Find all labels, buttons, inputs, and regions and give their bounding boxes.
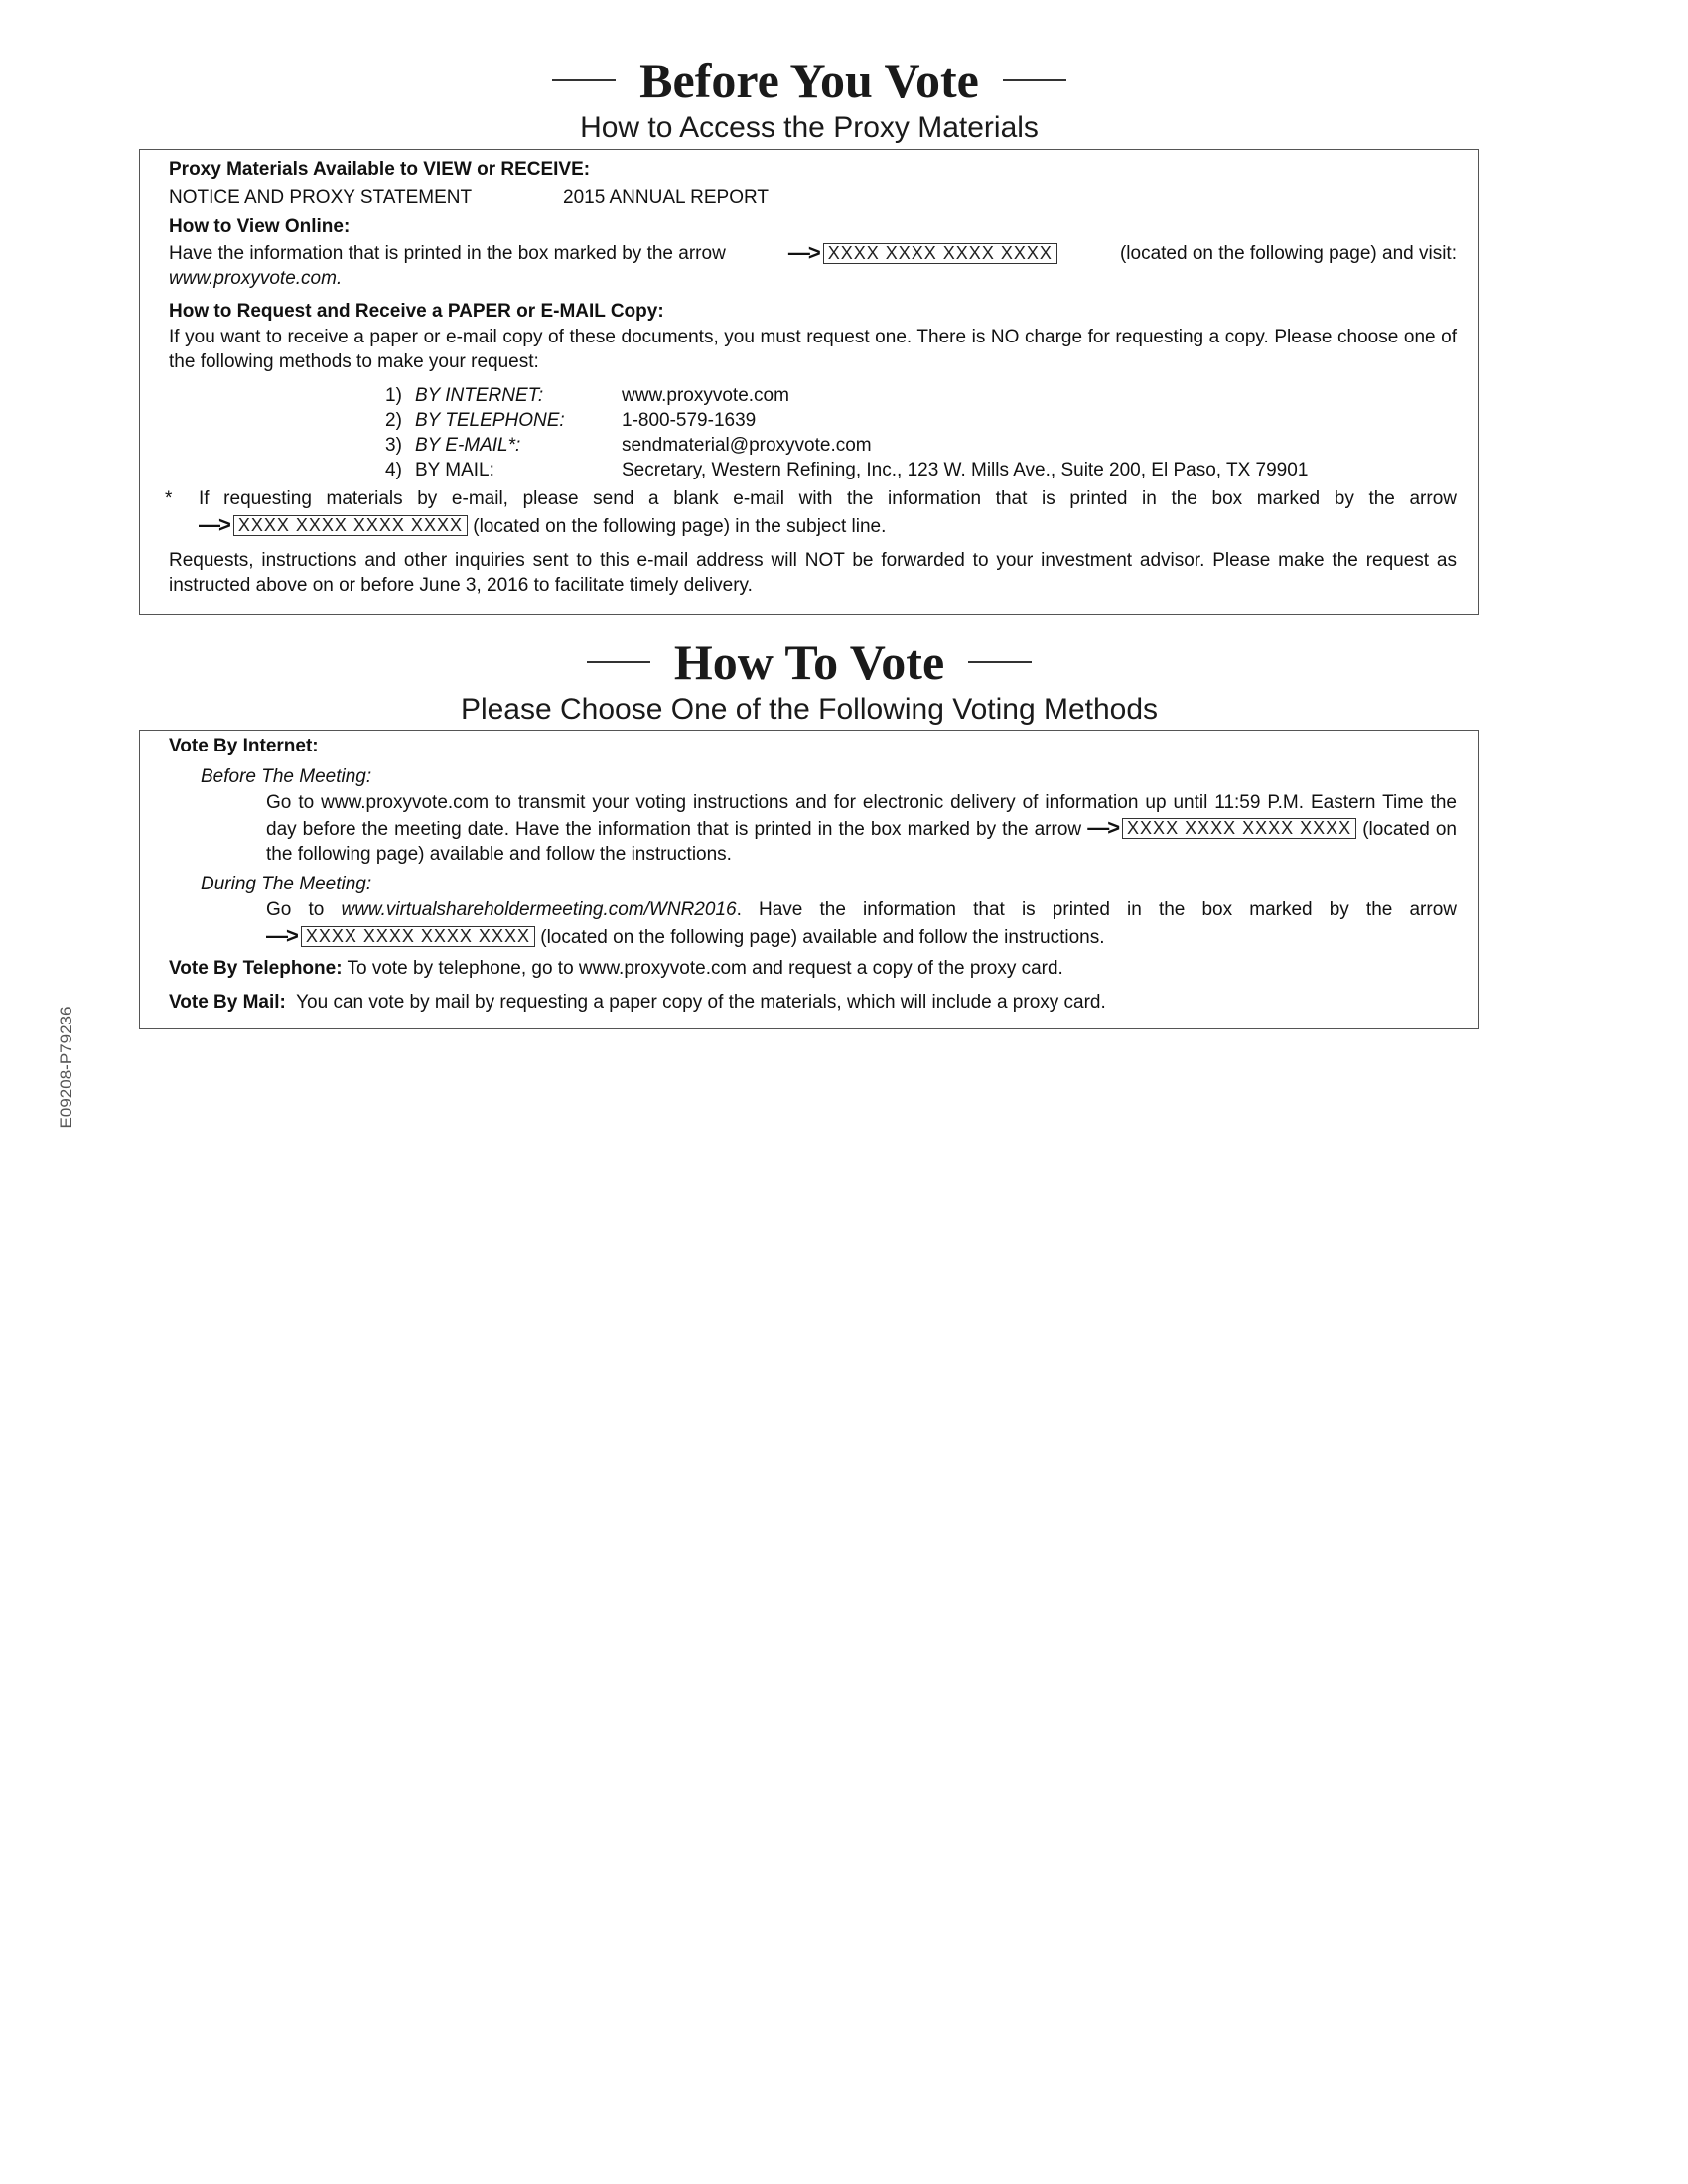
method-label-mail: BY MAIL: [415, 460, 494, 480]
arrow-icon: —> [199, 512, 229, 537]
control-number-box: XXXX XXXX XXXX XXXX [823, 243, 1057, 264]
arrow-icon: —> [787, 240, 819, 265]
available-heading: Proxy Materials Available to VIEW or RECEIVE: [169, 159, 591, 180]
heading-rule-right [968, 661, 1032, 663]
method-num-1: 1) [385, 385, 402, 406]
before-meeting-text-b: (located on the following page) available and follow the instructions. [266, 819, 1458, 865]
before-meeting-text [266, 790, 1457, 867]
how-to-vote-subtitle: Please Choose One of the Following Voting Methods [460, 693, 1159, 726]
vote-internet-heading: Vote By Internet: [169, 736, 319, 756]
control-number-box: XXXX XXXX XXXX XXXX [1122, 818, 1356, 839]
heading-rule-left [552, 79, 616, 81]
view-online-text: Have the information that is printed in the box marked by the arrow [169, 243, 726, 264]
document-annual-report: 2015 ANNUAL REPORT [563, 187, 769, 207]
footnote-text-b: (located on the following page) in the subject line. [473, 516, 887, 537]
method-num-4: 4) [385, 460, 402, 480]
method-value-mail: Secretary, Western Refining, Inc., 123 W. Mills Ave., Suite 200, El Paso, TX 79901 [622, 460, 1309, 480]
arrow-icon: —> [266, 923, 297, 948]
method-label-telephone: BY TELEPHONE: [415, 410, 565, 431]
virtual-meeting-link[interactable]: www.virtualshareholdermeeting.com/WNR2016 [341, 899, 737, 920]
document-notice: NOTICE AND PROXY STATEMENT [169, 187, 473, 207]
method-label-email: BY E-MAIL*: [415, 435, 521, 456]
view-online-url[interactable]: www.proxyvote.com. [169, 268, 343, 289]
method-value-internet[interactable]: www.proxyvote.com [622, 385, 789, 406]
arrow-icon: —> [1087, 815, 1119, 840]
how-to-vote-title: How To Vote [673, 634, 945, 690]
during-meeting-text-c: (located on the following page) available and follow the instructions. [540, 927, 1105, 948]
vote-telephone-line [169, 956, 1063, 981]
document-code [52, 998, 81, 1137]
vote-telephone-heading: Vote By Telephone: [169, 958, 343, 979]
before-meeting-text-a: Go to www.proxyvote.com to transmit your voting instructions and for electronic delivery of information up until 11:59 P.M. Eastern Time the day before the meeting date. Have the information that is printed in the box marked by the arrow [266, 792, 1457, 840]
view-online-line [169, 240, 1457, 267]
method-value-telephone[interactable]: 1-800-579-1639 [622, 410, 757, 431]
vote-mail-heading: Vote By Mail: [169, 992, 286, 1013]
footnote-text: If requesting materials by e-mail, please send a blank e-mail with the information that is printed in the box marked by the arrow [199, 488, 1457, 509]
control-number-box: XXXX XXXX XXXX XXXX [233, 515, 468, 536]
vote-mail-text: You can vote by mail by requesting a paper copy of the materials, which will include a proxy card. [296, 992, 1106, 1013]
method-label-internet: BY INTERNET: [415, 385, 544, 406]
footnote-line-2 [199, 512, 886, 539]
before-vote-title: Before You Vote [639, 53, 979, 108]
view-online-heading: How to View Online: [169, 216, 351, 237]
during-meeting-text-b: . Have the information that is printed in the box marked by the arrow [736, 899, 1457, 920]
during-meeting-text [266, 897, 1457, 922]
method-value-email[interactable]: sendmaterial@proxyvote.com [622, 435, 872, 456]
vote-telephone-text: To vote by telephone, go to www.proxyvote.com and request a copy of the proxy card. [347, 958, 1063, 979]
heading-rule-right [1003, 79, 1066, 81]
during-meeting-text-a: Go to [266, 899, 325, 920]
closing-text: Requests, instructions and other inquiries sent to this e-mail address will NOT be forwarded to your investment advisor. Please make the request as instructed above on or before June 3, 2016 to facilitate timely delivery. [169, 550, 1457, 596]
request-text: If you want to receive a paper or e-mail copy of these documents, you must request one. There is NO charge for requesting a copy. Please choose one of the following methods to make your request: [169, 327, 1457, 372]
before-vote-heading [0, 52, 1618, 145]
footnote-mark: * [165, 488, 173, 509]
heading-rule-left [587, 661, 650, 663]
document-code-text: E09208-P79236 [57, 1006, 75, 1129]
request-heading: How to Request and Receive a PAPER or E-MAIL Copy: [169, 301, 664, 322]
method-num-2: 2) [385, 410, 402, 431]
before-vote-subtitle: How to Access the Proxy Materials [580, 111, 1039, 144]
control-number-box: XXXX XXXX XXXX XXXX [301, 926, 535, 947]
how-to-vote-heading [0, 633, 1618, 727]
during-meeting-line-2 [266, 923, 1105, 950]
method-num-3: 3) [385, 435, 402, 456]
view-online-text-b: (located on the following page) and visit: [1119, 243, 1457, 264]
during-meeting-label: During The Meeting: [201, 874, 372, 894]
before-meeting-label: Before The Meeting: [201, 766, 372, 787]
vote-mail-line [169, 990, 1106, 1015]
